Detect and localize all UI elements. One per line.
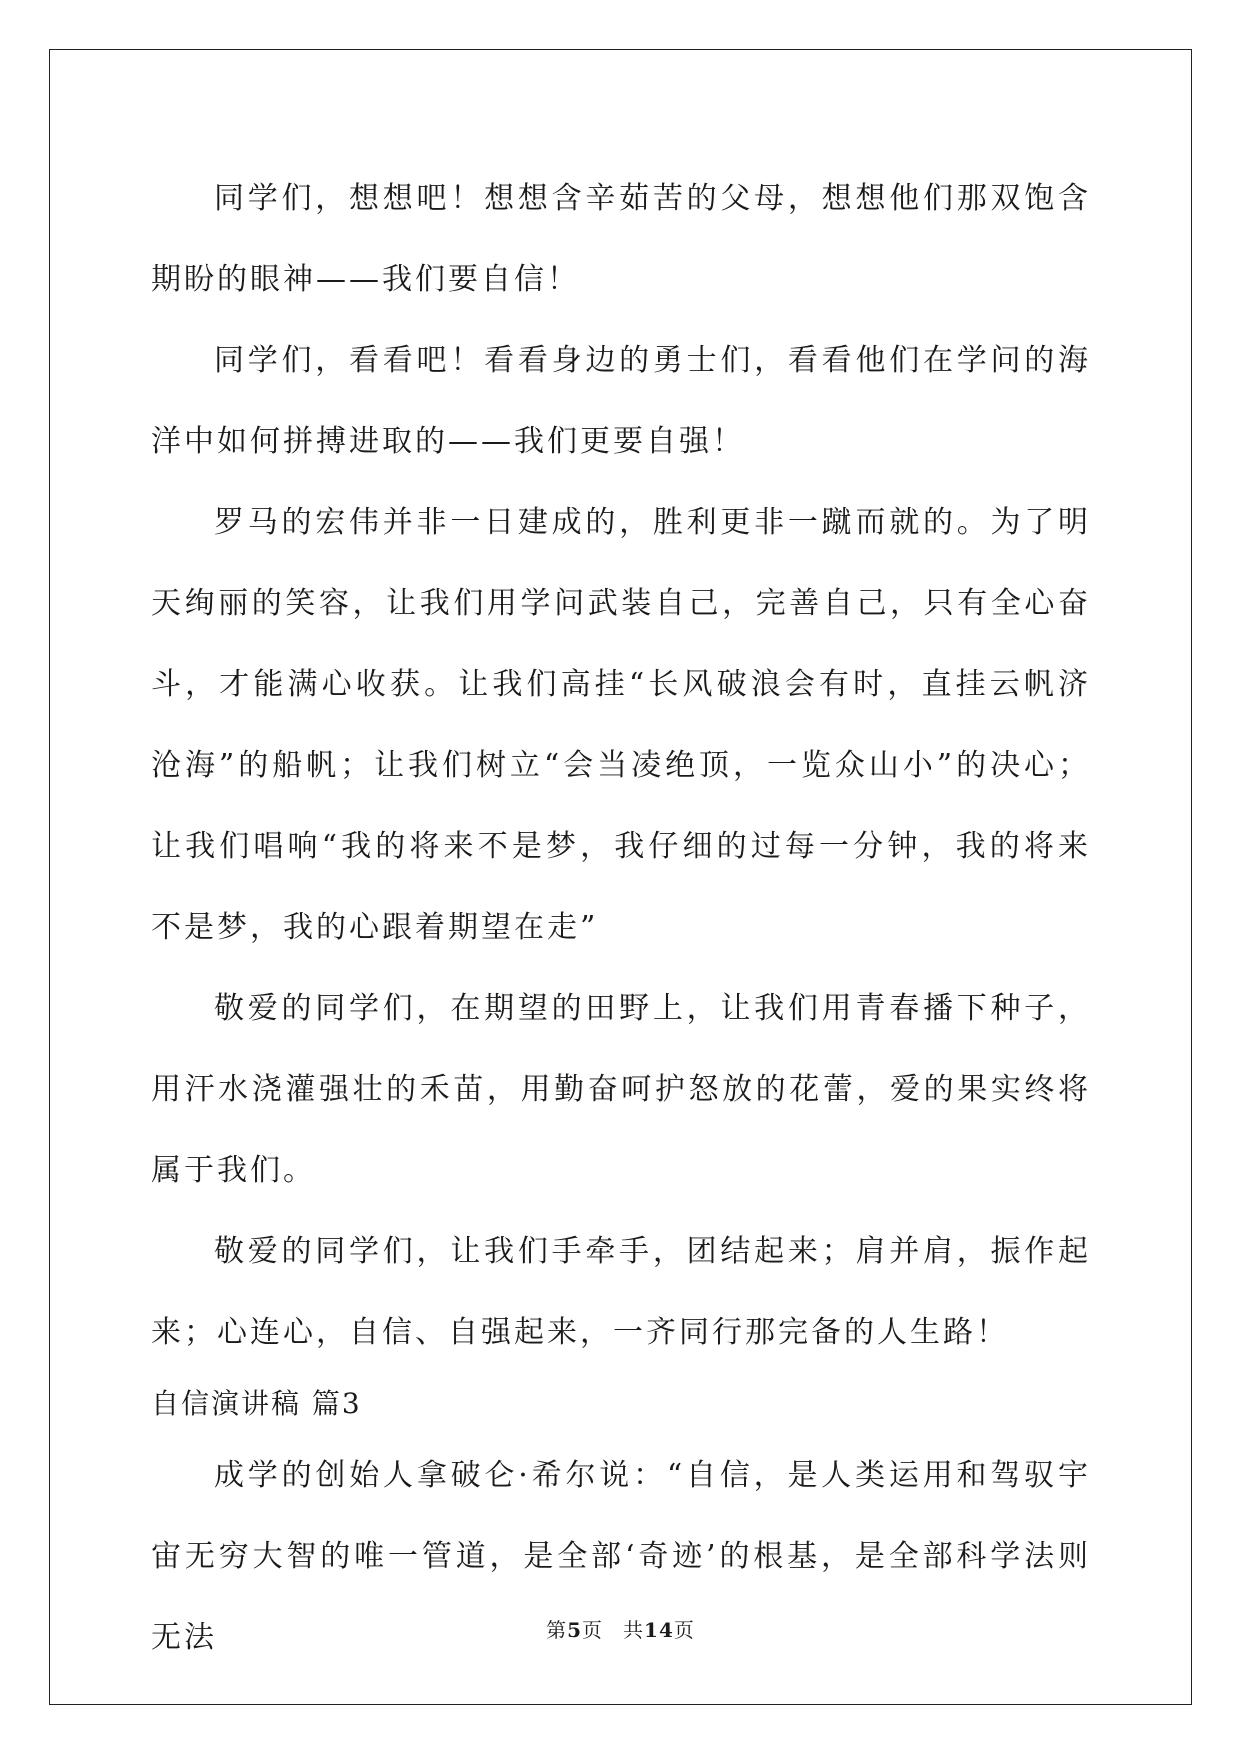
paragraph: 敬爱的同学们，让我们手牵手，团结起来；肩并肩，振作起来；心连心，自信、自强起来，一齐同行那完备的人生路！ [151, 1234, 1091, 1350]
total-pages: 14 [644, 1618, 674, 1642]
paragraph: 敬爱的同学们，在期望的田野上，让我们用青春播下种子，用汗水浇灌强壮的禾苗，用勤奋呵护怒放的花蕾，爱的果实终将属于我们。 [151, 991, 1091, 1188]
total-suffix: 页 [673, 1618, 695, 1642]
paragraph: 成学的创始人拿破仑·希尔说：“自信，是人类运用和驾驭宇宙无穷大智的唯一管道，是全部‘奇迹’的根基，是全部科学法则无法 [151, 1458, 1091, 1655]
paragraph: 同学们，看看吧！看看身边的勇士们，看看他们在学问的海洋中如何拼搏进取的——我们更要自强！ [151, 343, 1091, 459]
page-prefix: 第 [546, 1618, 568, 1642]
paragraph: 罗马的宏伟并非一日建成的，胜利更非一蹴而就的。为了明天绚丽的笑容，让我们用学问武装自己，完善自己，只有全心奋斗，才能满心收获。让我们高挂“长风破浪会有时，直挂云帆济沧海”的船帆；让我们树立“会当凌绝顶，一览众山小”的决心；让我们唱响“我的将来不是梦，我仔细的过每一分钟，我的将来不是梦，我的心跟着期望在走” [151, 505, 1091, 945]
document-body [151, 158, 1091, 1678]
section-heading: 自信演讲稿 篇3 [151, 1387, 362, 1420]
total-prefix: 共 [623, 1618, 645, 1642]
paragraph: 同学们，想想吧！想想含辛茹苦的父母，想想他们那双饱含期盼的眼神——我们要自信！ [151, 181, 1091, 297]
page-suffix: 页 [582, 1618, 604, 1642]
page-footer [0, 1614, 1241, 1643]
page-number: 5 [567, 1618, 583, 1642]
